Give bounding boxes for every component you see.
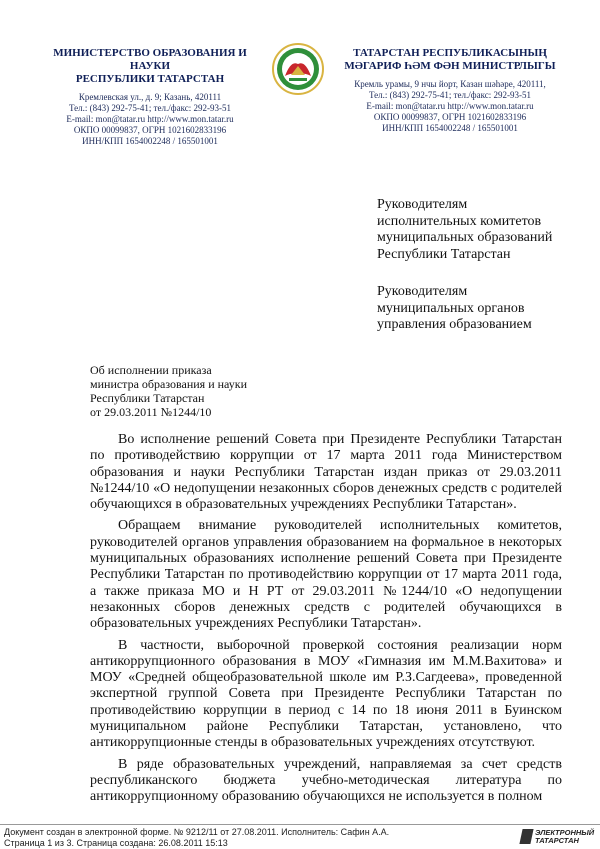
electronic-tatarstan-logo [521, 828, 597, 846]
addressee-line: Республики Татарстан [377, 246, 511, 262]
footer-info [4, 827, 389, 849]
footer-page-line: Страница 1 из 3. Страница создана: 26.08.2011 15:13 [4, 838, 228, 848]
ministry-name-ru-line2: РЕСПУБЛИКИ ТАТАРСТАН [75, 73, 225, 85]
subject-line: министра образования и науки [90, 377, 248, 391]
subject-line: Республики Татарстан [90, 391, 205, 405]
addressee-line: управления образованием [377, 317, 532, 332]
okpo-tt: ОКПО 00099837, ОГРН 1021602833196 [373, 112, 527, 122]
addressee-line: Руководителям [377, 284, 468, 299]
coat-of-arms-icon [271, 42, 325, 96]
subject-line: от 29.03.2011 №1244/10 [90, 405, 212, 419]
footer-document-line: Документ создан в электронной форме. № 9212/11 от 27.08.2011. Исполнитель: Сафин А.А. [4, 827, 390, 837]
body-paragraph: В ряде образовательных учреждений, направляемая за счет средств республиканского бюджета учебно-методическая литература по антикоррупционному образованию обучающихся не используется в полном [90, 756, 562, 805]
phone-tt: Тел.: (843) 292-75-41; тел./факс: 292-93-51 [368, 90, 531, 100]
body-paragraph: Во исполнение решений Совета при Президенте Республики Татарстан по противодействию коррупции от 17 марта 2011 года Министерством образования и науки Республики Татарстан издан приказ от 29.03.2011 №1244/10 «О недопущении незаконных сборов денежных средств с родителей обучающихся в образовательных учреждениях Республики Татарстан». [90, 432, 562, 513]
address-ru: Кремлевская ул., д. 9; Казань, 420111 [78, 92, 222, 102]
addressee-block-1 [377, 197, 552, 263]
body-paragraph: Обращаем внимание руководителей исполнительных комитетов, руководителей органов управления образованием на формальное в некоторых муниципальных образованиях исполнение решений Совета при Президенте Республики Татарстан по противодействию коррупции от 17 марта 2011 года, а также приказа МО и Н РТ от 29.03.2011 №1244/10 «О недопущении незаконных сборов денежных средств с родителей обучающихся в образовательных учреждениях Республики Татарстан». [90, 518, 562, 632]
addressee-line: муниципальных образований [377, 230, 553, 245]
ministry-name-ru-line1: МИНИСТЕРСТВО ОБРАЗОВАНИЯ И НАУКИ [53, 47, 247, 72]
footer-divider [0, 824, 600, 825]
email-ru: E-mail: mon@tatar.ru http://www.mon.tatar.ru [66, 114, 234, 124]
body-paragraph: В частности, выборочной проверкой состояния реализации норм антикоррупционного образования в МОУ «Гимназия им М.М.Вахитова» и МОУ «Средней общеобразовательной школе им Р.З.Сагдеева», проведенной экспертной группой Совета при Президенте Республики Татарстан по противодействию коррупции в период с 14 по 18 июня 2011 в Буинском муниципальном районе Республики Татарстан, установлено, что антикоррупционные стенды в образовательных учреждениях отсутствуют. [90, 637, 562, 751]
ministry-name-tt-line1: ТАТАРСТАН РЕСПУБЛИКАСЫНЫҢ [353, 47, 547, 59]
logo-text-line2: ТАТАРСТАН [535, 836, 579, 845]
letter-body [90, 432, 562, 811]
addressee-line: муниципальных органов [377, 300, 525, 316]
letter-subject [90, 363, 247, 419]
address-tt: Кремль урамы, 9 нчы йорт, Казан шәһәре, 420111, [354, 79, 546, 89]
header-right-block [338, 47, 562, 134]
inn-ru: ИНН/КПП 1654002248 / 165501001 [82, 136, 218, 146]
inn-tt: ИНН/КПП 1654002248 / 165501001 [382, 123, 518, 133]
header-left-block [50, 47, 250, 147]
phone-ru: Тел.: (843) 292-75-41; тел./факс: 292-93-51 [68, 103, 231, 113]
addressee-block-2 [377, 284, 532, 334]
okpo-ru: ОКПО 00099837, ОГРН 1021602833196 [73, 125, 227, 135]
subject-line: Об исполнении приказа [90, 363, 212, 377]
logo-mark-icon [519, 829, 533, 844]
email-tt: E-mail: mon@tatar.ru http://www.mon.tatar.ru [366, 101, 534, 111]
addressee-line: Руководителям [377, 197, 468, 212]
addressee-line: исполнительных комитетов [377, 213, 542, 229]
ministry-name-tt-line2: МӘГАРИФ ҺӘМ ФӘН МИНИСТРЛЫГЫ [344, 60, 556, 72]
logo-text-line1: ЭЛЕКТРОННЫЙ [535, 828, 595, 837]
